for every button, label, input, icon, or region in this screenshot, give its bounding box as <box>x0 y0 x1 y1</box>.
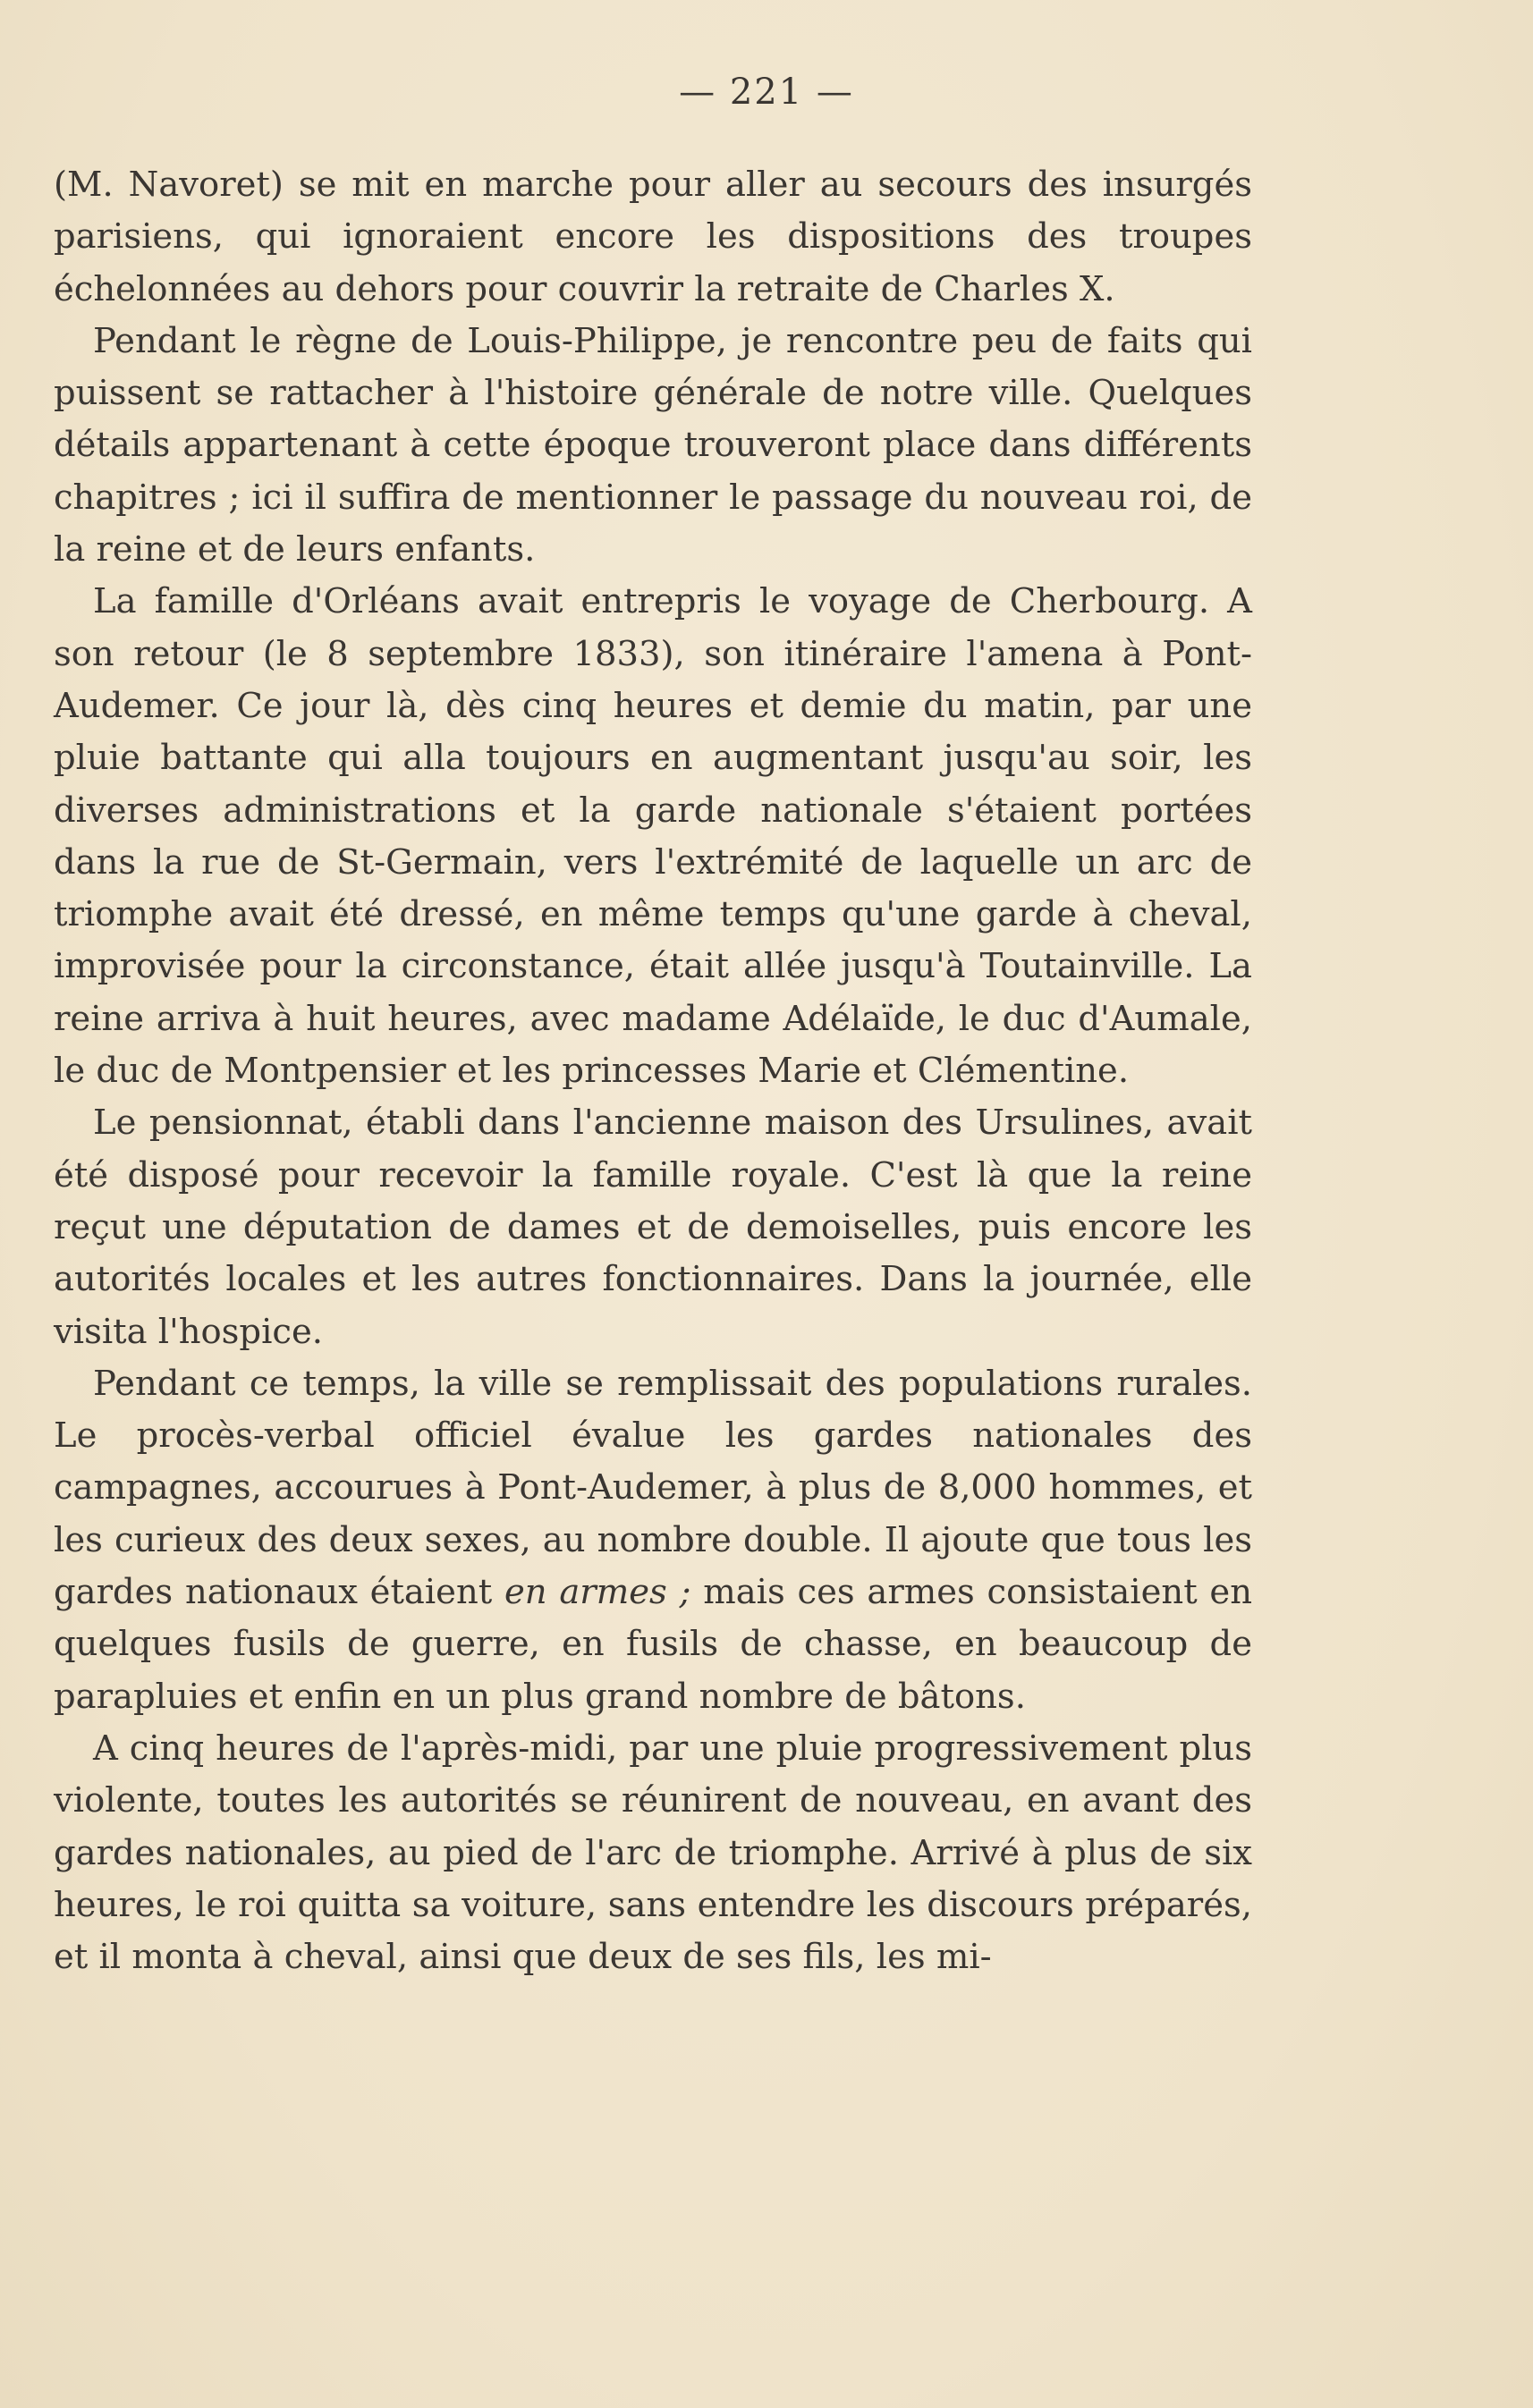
paragraph-5-after: mais ces armes consistaient en quelques fusils de guerre, en fusils de chasse, en beaucoup de parapluies et enfin en un plus grand nombre de bâtons. <box>54 1572 1253 1717</box>
paragraph-5-before: Pendant ce temps, la ville se remplissait des populations rurales. Le procès-verbal officiel évalue les gardes nationales des campagnes, accourues à Pont-Audemer, à plus de 8,000 hommes, et les curieux des deux sexes, au nombre double. Il ajoute que tous les gardes nationaux étaient <box>54 1363 1252 1613</box>
paragraph-2: Pendant le règne de Louis-Philippe, je rencontre peu de faits qui puissent se rattacher à l'histoire générale de notre ville. Quelques détails appartenant à cette époque trouveront place dans différents chapitres ; ici il suffira de mentionner le passage du nouveau roi, de la reine et de leurs enfants. <box>54 320 1252 570</box>
paragraph-3: La famille d'Orléans avait entrepris le voyage de Cherbourg. A son retour (le 8 septembre 1833), son itinéraire l'amena à Pont-Audemer. Ce jour là, dès cinq heures et demie du matin, par une pluie battante qui alla toujours en augmentant jusqu'au soir, les diverses administrations et la garde nationale s'étaient portées dans la rue de St-Germain, vers l'extrémité de laquelle un arc de triomphe avait été dressé, en même temps qu'une garde à cheval, improvisée pour la circonstance, était allée jusqu'à Toutainville. La reine arriva à huit heures, avec madame Adélaïde, le duc d'Aumale, le duc de Montpensier et les princesses Marie et Clémentine. <box>54 581 1252 1092</box>
paragraph-4: Le pensionnat, établi dans l'ancienne maison des Ursulines, avait été disposé pour recevoir la famille royale. C'est là que la reine reçut une députation de dames et de demoiselles, puis encore les autorités locales et les autres fonctionnaires. Dans la journée, elle visita l'hospice. <box>54 1103 1252 1352</box>
paragraph-5 <box>54 1358 1252 1723</box>
page-number: — 221 — <box>679 72 854 113</box>
body-text <box>54 159 1252 1983</box>
paragraph-5-italic: en armes ; <box>504 1572 691 1613</box>
paragraph-1: (M. Navoret) se mit en marche pour aller au secours des insurgés parisiens, qui ignoraient encore les dispositions des troupes échelonnées au dehors pour couvrir la retraite de Charles X. <box>54 165 1252 309</box>
paragraph-6: A cinq heures de l'après-midi, par une pluie progressivement plus violente, toutes les autorités se réunirent de nouveau, en avant des gardes nationales, au pied de l'arc de triomphe. Arrivé à plus de six heures, le roi quitta sa voiture, sans entendre les discours préparés, et il monta à cheval, ainsi que deux de ses fils, les mi- <box>54 1728 1252 1978</box>
